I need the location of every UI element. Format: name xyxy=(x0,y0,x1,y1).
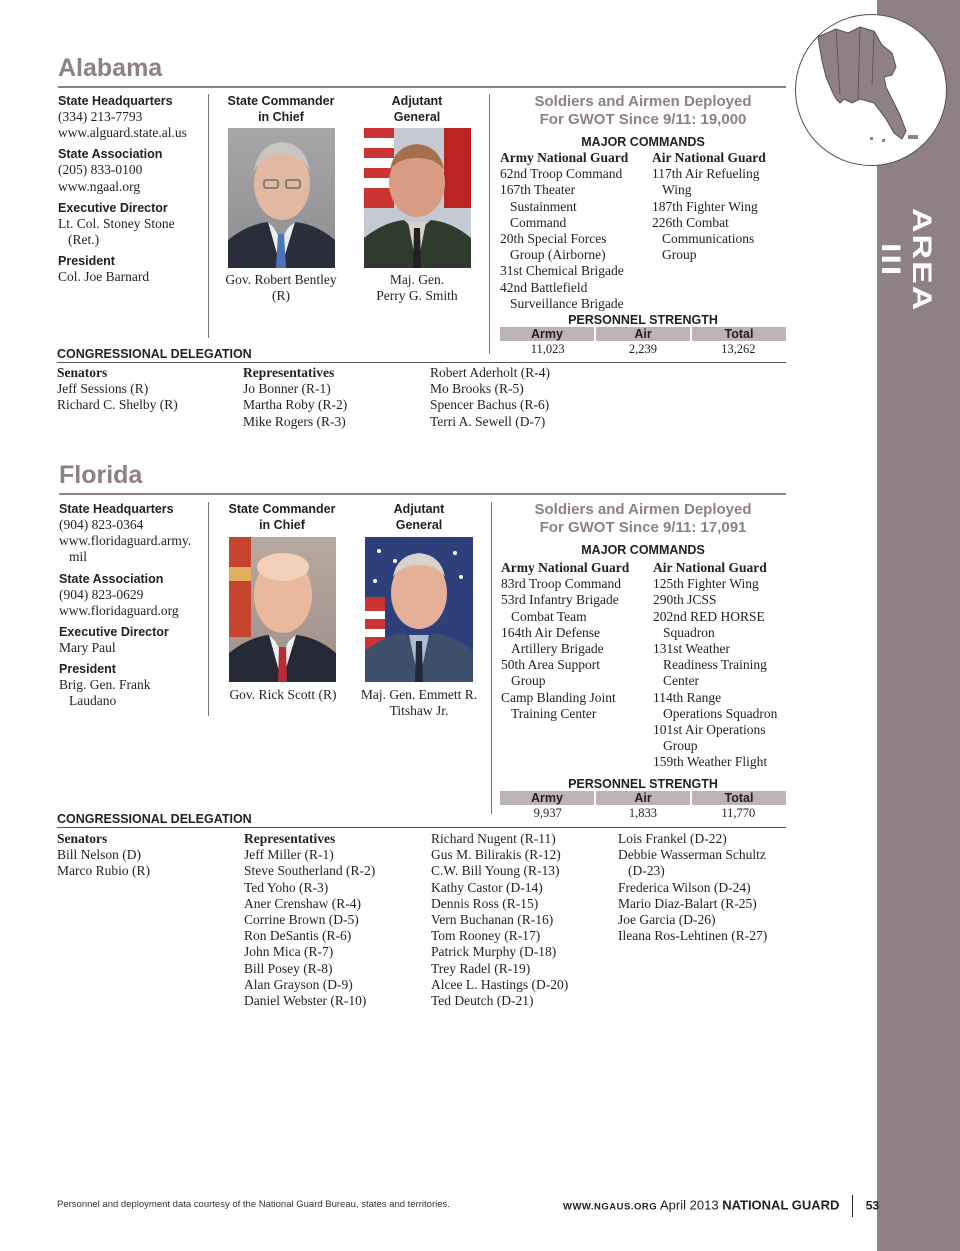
florida-hq-phone: (904) 823-0364 xyxy=(59,517,144,532)
footer-divider xyxy=(852,1195,853,1217)
ps-value-total: 13,262 xyxy=(721,342,756,356)
florida-exec-label: Executive Director xyxy=(59,625,169,640)
list-item: 125th Fighter Wing xyxy=(653,576,759,592)
alabama-hq-phone: (334) 213-7793 xyxy=(58,109,143,124)
list-item: Martha Roby (R-2) xyxy=(243,397,348,413)
list-item: Ron DeSantis (R-6) xyxy=(244,928,352,944)
florida-ang-list xyxy=(653,560,787,771)
florida-hq-label: State Headquarters xyxy=(59,502,174,516)
florida-senators-label: Senators xyxy=(57,831,108,846)
list-item: Lois Frankel (D-22) xyxy=(618,831,727,846)
florida-hq-website: www.floridaguard.army. xyxy=(59,533,192,549)
list-item: Artillery Brigade xyxy=(511,641,604,657)
list-item: Daniel Webster (R-10) xyxy=(244,993,367,1009)
ps-value-total: 11,770 xyxy=(721,806,756,820)
list-item: Terri A. Sewell (D-7) xyxy=(430,413,546,429)
florida-cic-header xyxy=(218,501,346,533)
florida-governor-caption xyxy=(220,687,346,703)
footer-magazine: NATIONAL GUARD xyxy=(722,1197,840,1213)
alabama-ang-list xyxy=(652,150,786,263)
florida-major-commands-title: MAJOR COMMANDS xyxy=(581,543,705,557)
list-item: Bill Posey (R-8) xyxy=(244,960,333,976)
list-item: Aner Crenshaw (R-4) xyxy=(244,895,361,911)
alabama-adjutant-caption xyxy=(356,272,478,304)
list-item: 226th Combat xyxy=(652,214,729,230)
alabama-cic-header xyxy=(218,93,344,125)
list-item: Group xyxy=(511,673,546,689)
list-item: Debbie Wasserman Schultz xyxy=(618,847,766,863)
list-item: Readiness Training xyxy=(663,657,767,673)
florida-governor-name: Gov. Rick Scott (R) xyxy=(229,687,337,702)
alabama-arng-label: Army National Guard xyxy=(500,150,629,165)
alabama-divider-1 xyxy=(208,94,209,338)
alabama-ps-title: PERSONNEL STRENGTH xyxy=(568,313,718,327)
ps-head-air: Air xyxy=(596,327,692,341)
list-item: Mario Diaz-Balart (R-25) xyxy=(618,895,757,911)
list-item: 202nd RED HORSE xyxy=(653,608,765,624)
list-item: Combat Team xyxy=(511,608,587,624)
list-item: Camp Blanding Joint xyxy=(501,689,616,705)
area-label: AREA III xyxy=(875,207,937,313)
alabama-reps-label: Representatives xyxy=(243,365,335,380)
ps-head-air: Air xyxy=(596,791,692,805)
florida-deployed xyxy=(500,501,786,537)
florida-ps-header xyxy=(500,791,786,805)
list-item: Richard C. Shelby (R) xyxy=(57,397,178,413)
florida-pres-name-cont: Laudano xyxy=(69,693,117,709)
list-item: Mike Rogers (R-3) xyxy=(243,413,346,429)
florida-ps-values xyxy=(500,806,786,820)
alabama-ps-header xyxy=(500,327,786,341)
florida-cic-header-line2: in Chief xyxy=(259,518,305,532)
list-item: Jo Bonner (R-1) xyxy=(243,381,331,397)
alabama-ang-label: Air National Guard xyxy=(652,150,766,165)
list-item: Ted Yoho (R-3) xyxy=(244,879,329,895)
florida-deployed-line2: For GWOT Since 9/11: 17,091 xyxy=(539,519,747,536)
florida-senators xyxy=(57,831,237,880)
list-item: 159th Weather Flight xyxy=(653,754,768,770)
florida-hq-website-cont: mil xyxy=(69,549,88,565)
list-item: 50th Area Support xyxy=(501,657,600,673)
alabama-governor-caption xyxy=(218,272,344,304)
region-map xyxy=(795,14,947,166)
alabama-title-rule xyxy=(58,86,786,88)
ps-value-air: 1,833 xyxy=(628,806,658,820)
list-item: Alan Grayson (D-9) xyxy=(244,976,353,992)
list-item: Training Center xyxy=(511,705,597,721)
alabama-governor-name: Gov. Robert Bentley xyxy=(225,272,337,287)
alabama-assoc-phone: (205) 833-0100 xyxy=(58,162,143,178)
list-item: 187th Fighter Wing xyxy=(652,198,758,214)
footer-note: Personnel and deployment data courtesy of the National Guard Bureau, states and territories. xyxy=(57,1199,450,1210)
alabama-senators-label: Senators xyxy=(57,365,108,380)
list-item: Marco Rubio (R) xyxy=(57,863,150,879)
alabama-senators xyxy=(57,365,237,414)
florida-deployed-line1: Soldiers and Airmen Deployed xyxy=(534,501,752,518)
alabama-deployed-line1: Soldiers and Airmen Deployed xyxy=(534,93,752,110)
list-item: 31st Chemical Brigade xyxy=(500,263,624,279)
alabama-reps-col2 xyxy=(430,365,610,430)
florida-contact-info xyxy=(59,501,204,710)
list-item: Gus M. Bilirakis (R-12) xyxy=(431,847,561,863)
alabama-ag-header-line2: General xyxy=(393,110,441,124)
list-item: 20th Special Forces xyxy=(500,231,607,247)
florida-adjutant-caption xyxy=(356,687,482,719)
alabama-hq-label: State Headquarters xyxy=(58,94,173,108)
florida-adjutant-photo xyxy=(365,537,473,682)
list-item: 117th Air Refueling xyxy=(652,166,760,182)
alabama-exec-label: Executive Director xyxy=(58,200,168,215)
florida-exec-name: Mary Paul xyxy=(59,640,116,656)
list-item: 164th Air Defense xyxy=(501,624,600,640)
list-item: Group xyxy=(663,738,698,754)
alabama-governor-photo xyxy=(228,128,335,268)
florida-ag-header xyxy=(360,501,478,533)
list-item: Mo Brooks (R-5) xyxy=(430,381,524,397)
florida-arng-label: Army National Guard xyxy=(501,560,630,575)
alabama-exec-name: Lt. Col. Stoney Stone xyxy=(58,215,175,231)
list-item: Ted Deutch (D-21) xyxy=(431,993,534,1009)
list-item: Kathy Castor (D-14) xyxy=(431,879,543,895)
florida-divider-1 xyxy=(208,502,209,716)
alabama-deployed xyxy=(500,93,786,129)
list-item: Center xyxy=(663,673,699,689)
list-item: Operations Squadron xyxy=(663,705,778,721)
list-item: 290th JCSS xyxy=(653,592,717,608)
alabama-pres-label: President xyxy=(58,254,115,269)
list-item: Tom Rooney (R-17) xyxy=(431,928,541,944)
list-item: 167th Theater xyxy=(500,182,576,198)
alabama-cic-header-line1: State Commander xyxy=(227,94,335,108)
list-item: Richard Nugent (R-11) xyxy=(431,831,556,846)
florida-ps-title: PERSONNEL STRENGTH xyxy=(568,777,718,791)
list-item: Bill Nelson (D) xyxy=(57,847,141,863)
list-item: Robert Aderholt (R-4) xyxy=(430,365,550,380)
florida-reps-col2 xyxy=(431,831,613,1009)
alabama-ag-header-line1: Adjutant xyxy=(391,94,443,108)
alabama-adjutant-rank: Maj. Gen. xyxy=(389,272,445,287)
alabama-divider-2 xyxy=(489,94,490,354)
footer-masthead xyxy=(563,1195,879,1217)
list-item: Alcee L. Hastings (D-20) xyxy=(431,976,569,992)
alabama-ag-header xyxy=(358,93,476,125)
list-item: 114th Range xyxy=(653,689,722,705)
alabama-adjutant-photo xyxy=(364,128,471,268)
florida-ang-label: Air National Guard xyxy=(653,560,767,575)
florida-pres-label: President xyxy=(59,662,116,677)
list-item: Jeff Sessions (R) xyxy=(57,381,149,397)
list-item: (D-23) xyxy=(628,863,665,879)
list-item: Vern Buchanan (R-16) xyxy=(431,912,554,928)
footer-issue: April 2013 xyxy=(660,1197,719,1213)
list-item: 83rd Troop Command xyxy=(501,576,622,592)
alabama-assoc-website: www.ngaal.org xyxy=(58,178,141,194)
alabama-deployed-line2: For GWOT Since 9/11: 19,000 xyxy=(539,111,747,128)
list-item: Surveillance Brigade xyxy=(510,295,624,311)
florida-cd-rule xyxy=(57,827,786,828)
list-item: John Mica (R-7) xyxy=(244,944,334,960)
florida-cic-header-line1: State Commander xyxy=(228,502,336,516)
list-item: 131st Weather xyxy=(653,641,731,657)
list-item: Wing xyxy=(662,182,692,198)
florida-governor-photo xyxy=(229,537,336,682)
list-item: Trey Radel (R-19) xyxy=(431,960,531,976)
florida-divider-2 xyxy=(491,502,492,814)
list-item: Sustainment xyxy=(510,198,577,214)
florida-assoc-label: State Association xyxy=(59,571,164,586)
alabama-title: Alabama xyxy=(58,54,163,82)
list-item: Dennis Ross (R-15) xyxy=(431,895,539,911)
list-item: 101st Air Operations xyxy=(653,722,766,738)
list-item: 42nd Battlefield xyxy=(500,279,588,295)
list-item: Communications xyxy=(662,231,755,247)
page-number: 53 xyxy=(865,1198,880,1213)
list-item: Squadron xyxy=(663,624,715,640)
ps-head-total: Total xyxy=(724,791,754,805)
alabama-ps-values xyxy=(500,342,786,356)
florida-title: Florida xyxy=(59,461,143,489)
florida-cd-title: CONGRESSIONAL DELEGATION xyxy=(57,812,252,826)
list-item: Steve Southerland (R-2) xyxy=(244,863,376,879)
footer-site: WWW.NGAUS.ORG xyxy=(563,1201,658,1213)
ps-value-army: 9,937 xyxy=(533,806,562,820)
list-item: C.W. Bill Young (R-13) xyxy=(431,863,560,879)
florida-adjutant-name: Maj. Gen. Emmett R. xyxy=(360,687,478,702)
florida-reps-col1 xyxy=(244,831,426,1009)
list-item: Ileana Ros-Lehtinen (R-27) xyxy=(618,928,768,944)
list-item: 62nd Troop Command xyxy=(500,166,623,182)
list-item: Patrick Murphy (D-18) xyxy=(431,944,557,960)
list-item: Joe Garcia (D-26) xyxy=(618,912,716,928)
florida-ag-header-line2: General xyxy=(395,518,443,532)
alabama-assoc-label: State Association xyxy=(58,147,163,162)
alabama-arng-list xyxy=(500,150,650,312)
alabama-pres-name: Col. Joe Barnard xyxy=(58,269,150,285)
florida-assoc-phone: (904) 823-0629 xyxy=(59,586,144,602)
list-item: Command xyxy=(510,214,567,230)
alabama-cic-header-line2: in Chief xyxy=(258,110,304,124)
list-item: Frederica Wilson (D-24) xyxy=(618,879,751,895)
ps-head-army: Army xyxy=(500,327,596,341)
florida-reps-col3 xyxy=(618,831,808,944)
list-item: Spencer Bachus (R-6) xyxy=(430,397,550,413)
alabama-contact-info xyxy=(58,93,203,285)
alabama-exec-name-cont: (Ret.) xyxy=(68,232,100,248)
alabama-cd-title: CONGRESSIONAL DELEGATION xyxy=(57,347,252,361)
florida-pres-name: Brig. Gen. Frank xyxy=(59,677,151,693)
alabama-governor-party: (R) xyxy=(272,288,290,303)
ps-head-army: Army xyxy=(500,791,596,805)
list-item: Group xyxy=(662,247,697,263)
ps-value-air: 2,239 xyxy=(628,342,658,356)
alabama-adjutant-name: Perry G. Smith xyxy=(376,288,458,303)
florida-reps-label: Representatives xyxy=(244,831,336,846)
florida-assoc-website: www.floridaguard.org xyxy=(59,602,179,618)
florida-title-rule xyxy=(59,493,786,495)
list-item: 53rd Infantry Brigade xyxy=(501,592,619,608)
florida-ag-header-line1: Adjutant xyxy=(393,502,445,516)
ps-value-army: 11,023 xyxy=(530,342,565,356)
florida-arng-list xyxy=(501,560,651,722)
list-item: Jeff Miller (R-1) xyxy=(244,847,334,863)
alabama-reps-col1 xyxy=(243,365,423,430)
alabama-cd-rule xyxy=(57,362,786,363)
alabama-major-commands-title: MAJOR COMMANDS xyxy=(581,135,705,149)
side-band xyxy=(877,0,960,1251)
list-item: Group (Airborne) xyxy=(510,247,606,263)
florida-adjutant-name-cont: Titshaw Jr. xyxy=(389,703,449,718)
alabama-hq-website: www.alguard.state.al.us xyxy=(58,125,187,141)
ps-head-total: Total xyxy=(724,327,754,341)
list-item: Corrine Brown (D-5) xyxy=(244,912,359,928)
